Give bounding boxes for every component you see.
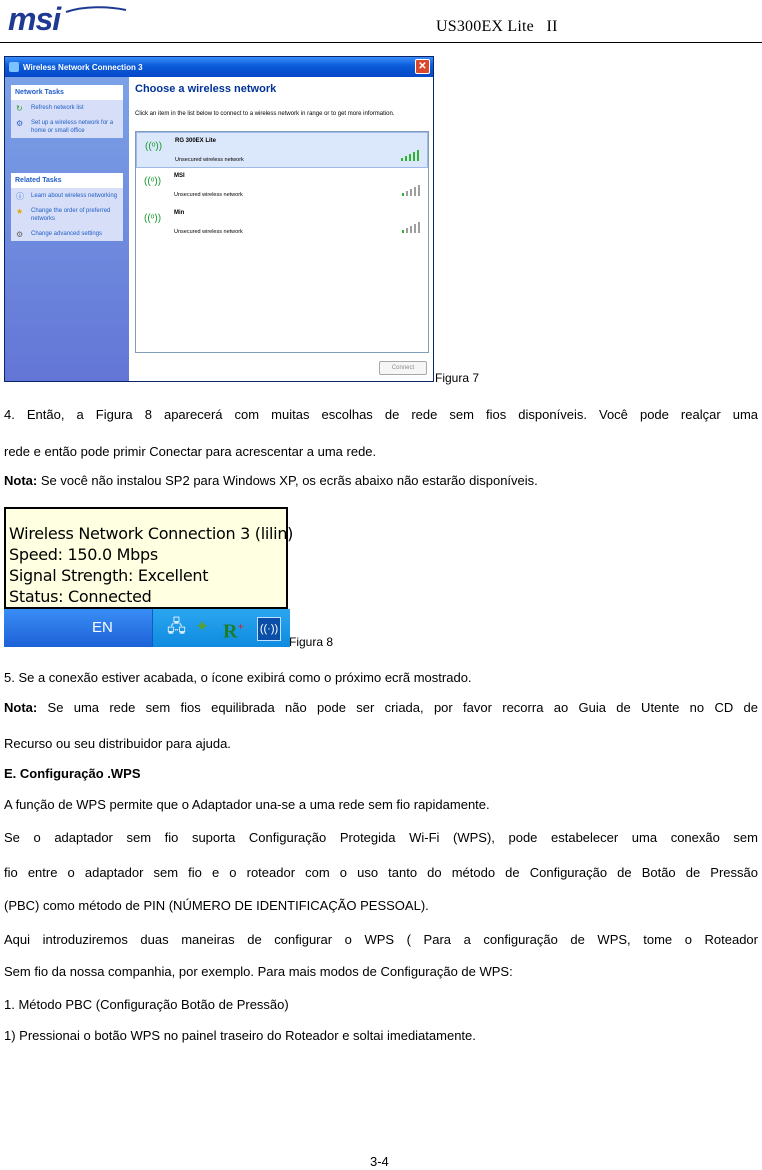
antenna-icon: ((ᵒ)) [145, 141, 163, 152]
network-name: MSI [174, 173, 185, 179]
connection-status-tooltip [4, 507, 294, 609]
language-indicator[interactable]: EN [92, 619, 113, 636]
network-tasks-box [11, 85, 123, 138]
antenna-icon: ((ᵒ)) [144, 213, 162, 224]
choose-network-heading: Choose a wireless network [135, 83, 277, 95]
svg-text:msi: msi [8, 4, 61, 34]
paragraph-step4-line2: rede e então pode primir Conectar para acrescentar a uma rede. [4, 444, 377, 459]
setup-wireless-network-link[interactable]: ⚙ Set up a wireless network for a home or small office [16, 119, 114, 134]
window-titlebar [5, 57, 433, 77]
network-name: Min [174, 210, 185, 216]
tooltip-status: Status: Connected [9, 587, 152, 606]
tooltip-speed: Speed: 150.0 Mbps [9, 545, 158, 564]
star-icon: ★ [16, 207, 24, 216]
wireless-utility-icon[interactable]: ✦ [195, 617, 210, 636]
wps-paragraph-line2: fio entre o adaptador sem fio e o roteador com o uso tanto do método de Configuração de Botão de Pressão [4, 865, 758, 880]
realtek-utility-icon[interactable]: R+ [223, 620, 244, 643]
wireless-connection-icon [9, 62, 19, 72]
note-text: Se uma rede sem fios equilibrada não pode ser criada, por favor recorra ao Guia de Utente no CD de [37, 700, 758, 715]
figure7-caption: Figura 7 [435, 371, 480, 385]
setup-icon: ⚙ [16, 119, 24, 128]
connection-tooltip-figure [4, 507, 294, 647]
network-monitor-icon[interactable]: 🖧 [167, 617, 186, 636]
network-tasks-title: Network Tasks [11, 85, 123, 100]
related-tasks-title: Related Tasks [11, 173, 123, 188]
instruction-text: Click an item in the list below to connect to a wireless network in range or to get more information. [135, 111, 395, 117]
refresh-network-list-link[interactable]: ↻ Refresh network list [16, 104, 84, 113]
system-tray [152, 609, 290, 647]
paragraph-step4-line1: 4. Então, a Figura 8 aparecerá com muitas escolhas de rede sem fios disponíveis. Você pode realçar uma [4, 407, 758, 422]
change-order-link[interactable]: ★ Change the order of preferred networks [16, 207, 111, 222]
note-wireless-network [4, 700, 758, 715]
figure8-caption: Figura 8 [289, 635, 334, 649]
connect-button[interactable]: Connect [379, 361, 427, 375]
antenna-icon: ((ᵒ)) [144, 176, 162, 187]
document-title: US300EX Lite II [436, 18, 558, 35]
note-wireless-network-line2: Recurso ou seu distribuidor para ajuda. [4, 736, 231, 751]
refresh-icon: ↻ [16, 104, 23, 113]
pbc-step1: 1) Pressionai o botão WPS no painel traseiro do Roteador e soltai imediatamente. [4, 1028, 476, 1043]
signal-strength-icon [401, 149, 419, 161]
page-number: 3-4 [370, 1154, 389, 1169]
network-item[interactable] [136, 205, 428, 242]
wps-paragraph-line1: Se o adaptador sem fio suporta Configuração Protegida Wi-Fi (WPS), pode estabelecer uma conexão sem [4, 830, 758, 845]
network-list [135, 131, 429, 353]
network-list-pane [129, 77, 433, 381]
change-advanced-settings-link[interactable]: ⚙ Change advanced settings [16, 230, 103, 239]
network-item[interactable] [136, 132, 428, 168]
wireless-connection-icon[interactable]: ((·)) [257, 617, 281, 641]
wps-paragraph-line3: (PBC) como método de PIN (NÚMERO DE IDENTIFICAÇÃO PESSOAL). [4, 898, 429, 913]
wireless-network-window [4, 56, 434, 382]
signal-strength-icon [402, 184, 420, 196]
learn-wireless-link[interactable]: ⓘ Learn about wireless networking [16, 192, 118, 201]
wps-methods-line1: Aqui introduziremos duas maneiras de configurar o WPS ( Para a configuração de WPS, tome o Roteador [4, 932, 758, 947]
settings-icon: ⚙ [16, 230, 24, 239]
taskbar [4, 609, 289, 647]
window-title: Wireless Network Connection 3 [23, 63, 143, 72]
tooltip-connection-name: Wireless Network Connection 3 (lilin) [9, 524, 294, 543]
info-icon: ⓘ [16, 192, 24, 201]
network-security: Unsecured wireless network [175, 157, 244, 163]
network-name: RG 300EX Lite [175, 138, 217, 144]
note-label: Nota: [4, 473, 38, 488]
related-tasks-box [11, 173, 123, 241]
network-security: Unsecured wireless network [174, 229, 243, 235]
network-item[interactable] [136, 168, 428, 205]
header-divider [0, 42, 762, 43]
note-label: Nota: [4, 700, 38, 715]
task-pane [5, 77, 129, 381]
note-sp2 [4, 473, 758, 488]
signal-strength-icon [402, 221, 420, 233]
tooltip-signal-strength: Signal Strength: Excellent [9, 566, 209, 585]
wps-intro: A função de WPS permite que o Adaptador una-se a uma rede sem fio rapidamente. [4, 797, 490, 812]
paragraph-step5: 5. Se a conexão estiver acabada, o ícone exibirá como o próximo ecrã mostrado. [4, 670, 472, 685]
wps-methods-line2: Sem fio da nossa companhia, por exemplo. Para mais modos de Configuração de WPS: [4, 964, 513, 979]
note-text: Se você não instalou SP2 para Windows XP, os ecrãs abaixo não estarão disponíveis. [37, 473, 538, 488]
pbc-method-heading: 1. Método PBC (Configuração Botão de Pressão) [4, 997, 289, 1012]
msi-logo [8, 4, 128, 34]
section-heading-wps: E. Configuração .WPS [4, 766, 141, 781]
close-icon[interactable]: ✕ [415, 59, 430, 74]
network-security: Unsecured wireless network [174, 192, 243, 198]
